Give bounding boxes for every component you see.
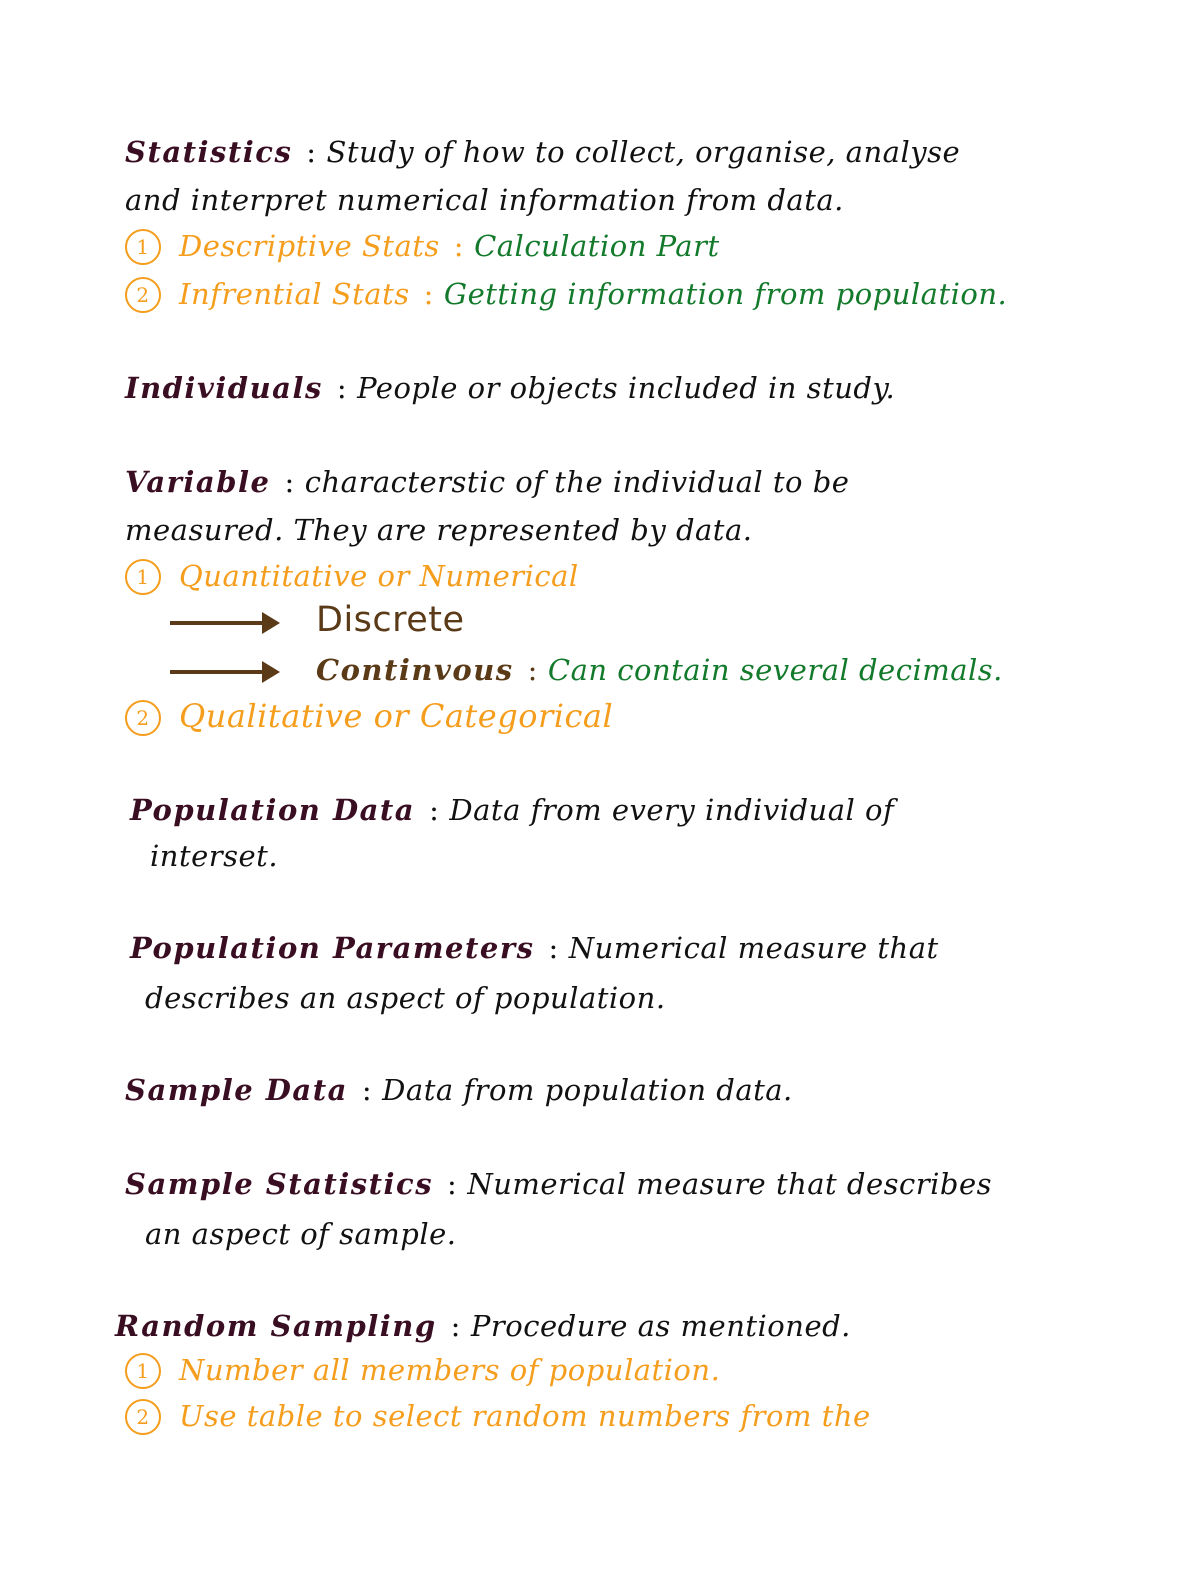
random-sampling-heading-line [115,1306,851,1346]
statistics-item-description: Getting information from population. [443,277,1008,311]
number-circle-icon: 1 [125,229,161,265]
individuals-separator: : [336,371,348,405]
statistics-item-inferential [125,274,1007,314]
right-arrow-icon [170,670,270,674]
variable-subtype-discrete [170,600,465,641]
variable-term: Variable [125,465,271,499]
variable-subtype-continuous [170,650,1003,690]
statistics-item-label: Infrential Stats [179,277,410,311]
variable-subtype-label: Continvous [316,653,514,687]
population-parameters-heading-line [130,928,939,968]
random-sampling-separator: : [450,1309,461,1343]
number-circle-icon: 1 [125,559,161,595]
sample-statistics-term: Sample Statistics [125,1167,434,1201]
statistics-heading-line [125,132,960,172]
individuals-term: Individuals [125,371,323,405]
number-circle-icon: 2 [125,277,161,313]
sample-statistics-separator: : [447,1167,458,1201]
population-parameters-term: Population Parameters [130,931,535,965]
right-arrow-icon [170,621,270,625]
statistics-item-separator: : [423,277,434,311]
statistics-item-descriptive [125,226,720,266]
number-circle-icon: 2 [125,700,161,736]
statistics-separator: : [306,135,317,169]
random-sampling-item-label: Number all members of population. [179,1353,721,1387]
sample-data-term: Sample Data [125,1073,348,1107]
individuals-definition: People or objects included in study. [357,371,896,405]
sample-statistics-definition-line1: Numerical measure that describes [467,1167,993,1201]
variable-subtype-description: Can contain several decimals. [547,653,1003,687]
random-sampling-item-2 [125,1396,871,1436]
sample-data-separator: : [361,1073,373,1107]
variable-subtype-separator: : [527,653,538,687]
random-sampling-item-label: Use table to select random numbers from the [179,1399,871,1433]
population-parameters-separator: : [548,931,559,965]
random-sampling-item-1 [125,1350,720,1390]
statistics-definition-line2: and interpret numerical information from data. [125,183,844,217]
population-parameters-definition-line2: describes an aspect of population. [145,981,666,1015]
variable-item-qualitative [125,696,613,736]
variable-separator: : [284,465,295,499]
population-data-definition-line1: Data from every individual of [449,793,895,827]
variable-heading-line [125,462,849,502]
statistics-item-description: Calculation Part [474,229,720,263]
number-circle-icon: 1 [125,1353,161,1389]
statistics-term: Statistics [125,135,293,169]
statistics-item-separator: : [453,229,465,263]
number-circle-icon: 2 [125,1399,161,1435]
variable-definition-line2: measured. They are represented by data. [125,513,753,547]
variable-subtype-label: Discrete [316,600,465,640]
variable-item-label: Qualitative or Categorical [179,697,614,735]
sample-data-definition: Data from population data. [382,1073,793,1107]
population-data-definition-line2: interset. [150,839,279,873]
population-parameters-definition-line1: Numerical measure that [568,931,939,965]
sample-data-line [125,1070,793,1110]
variable-definition-line1: characterstic of the individual to be [304,465,850,499]
statistics-definition-line1: Study of how to collect, organise, analyse [326,135,961,169]
sample-statistics-heading-line [125,1164,992,1204]
random-sampling-term: Random Sampling [115,1309,437,1343]
variable-item-quantitative [125,556,579,596]
sample-statistics-definition-line2: an aspect of sample. [145,1217,457,1251]
variable-item-label: Quantitative or Numerical [179,559,579,593]
statistics-item-label: Descriptive Stats [179,229,440,263]
individuals-line [125,368,895,408]
random-sampling-definition: Procedure as mentioned. [470,1309,851,1343]
population-data-separator: : [429,793,440,827]
population-data-heading-line [130,790,894,830]
population-data-term: Population Data [130,793,416,827]
